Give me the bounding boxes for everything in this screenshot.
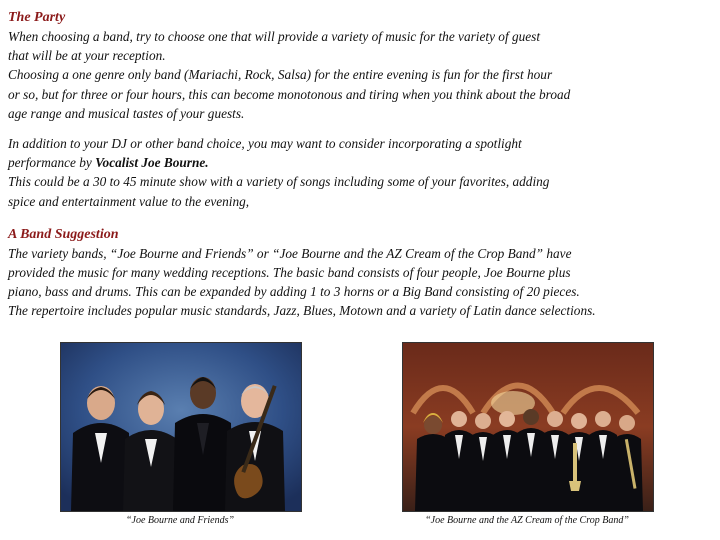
big-band-photo-image [403, 343, 653, 511]
heading-the-party: The Party [8, 10, 66, 25]
party-line-3: Choosing a one genre only band (Mariachi, Rock, Salsa) for the entire evening is fun for the first hour [8, 67, 553, 83]
caption-left: “Joe Bourne and Friends” [125, 515, 235, 526]
band-line-2: provided the music for many wedding receptions. The basic band consists of four people, Joe Bourne plus [8, 265, 571, 281]
spotlight-line-3: This could be a 30 to 45 minute show with a variety of songs including some of your favorites, adding [8, 174, 550, 190]
party-line-5: age range and musical tastes of your guests. [8, 105, 245, 121]
band-line-4: The repertoire includes popular music standards, Jazz, Blues, Motown and a variety of Latin dance selections. [8, 303, 596, 319]
spotlight-line-2 [8, 153, 716, 172]
document-body [8, 8, 716, 321]
spotlight-prefix: performance by [8, 155, 96, 171]
party-line-1: When choosing a band, try to choose one that will provide a variety of music for the variety of guest [8, 29, 541, 44]
party-line-4: or so, but for three or four hours, this can become monotonous and tiring when you think about the broad [8, 86, 571, 102]
band-line-3: piano, bass and drums. This can be expanded by adding 1 to 3 horns or a Big Band consisting of 20 pieces. [8, 284, 580, 300]
photo-az-cream-of-the-crop-band [402, 342, 654, 512]
spotlight-line-1: In addition to your DJ or other band choice, you may want to consider incorporating a spotlight [8, 136, 522, 152]
photo-joe-bourne-and-friends [60, 342, 302, 512]
caption-right: “Joe Bourne and the AZ Cream of the Crop Band” [425, 515, 629, 526]
band-line-1: The variety bands, “Joe Bourne and Friends” or “Joe Bourne and the AZ Cream of the Crop Band” have [8, 245, 572, 261]
spotlight-line-4: spice and entertainment value to the evening, [8, 193, 250, 209]
heading-band-suggestion: A Band Suggestion [8, 226, 119, 242]
party-line-2: that will be at your reception. [8, 48, 166, 64]
vocalist-name: Vocalist Joe Bourne. [95, 155, 209, 171]
band-photo-image [61, 343, 301, 511]
